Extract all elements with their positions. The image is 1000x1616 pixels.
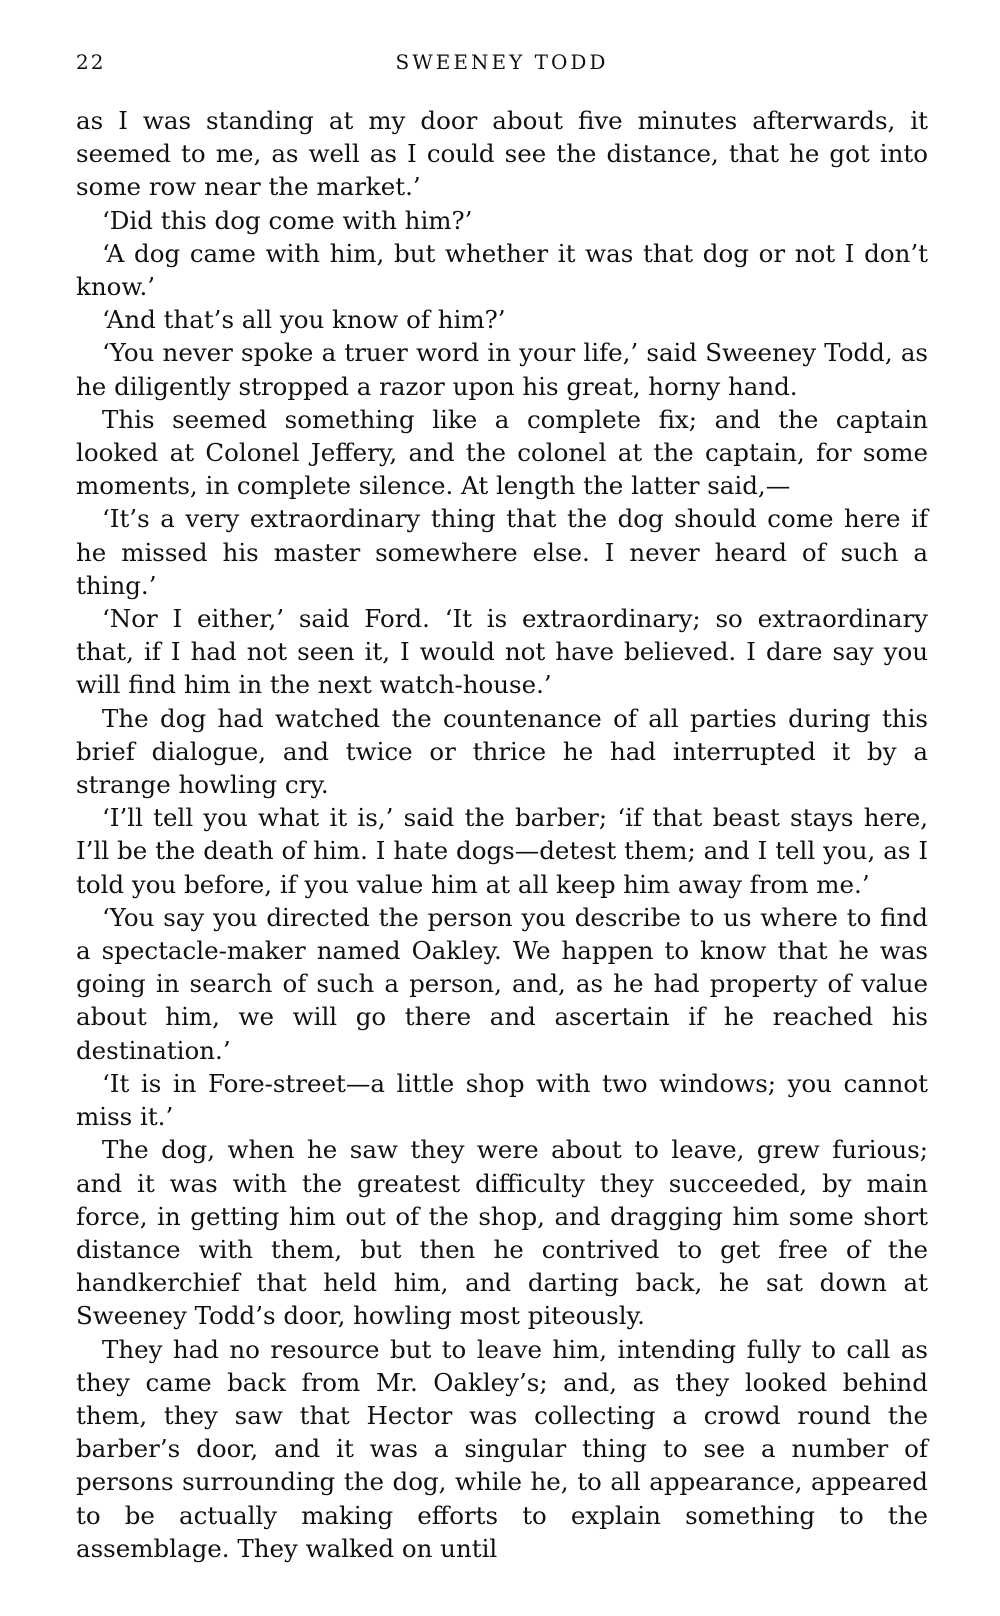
paragraph: The dog had watched the countenance of all parties during this brief dialogue, and twice or thrice he had interrupted it by a strange howling cry. [76, 703, 928, 800]
paragraph: ‘It is in Fore-street—a little shop with two windows; you cannot miss it.’ [76, 1068, 928, 1132]
paragraph: ‘Did this dog come with him?’ [102, 205, 473, 235]
book-page [76, 50, 928, 1565]
paragraph: ‘Nor I either,’ said Ford. ‘It is extraordinary; so extraordinary that, if I had not seen it, I would not have believed. I dare say you will find him in the next watch-house.’ [76, 604, 928, 700]
page-header [76, 50, 928, 90]
paragraph: as I was standing at my door about five minutes afterwards, it seemed to me, as well as I could see the distance, that he got into some row near the market.’ [76, 106, 928, 202]
page-number: 22 [76, 50, 106, 74]
paragraph: ‘You say you directed the person you describe to us where to find a spectacle-maker named Oakley. We happen to know that he was going in search of such a person, and, as he had property of value about him, we will go there and ascertain if he reached his destination.’ [76, 902, 928, 1065]
running-title: SWEENEY TODD [395, 50, 609, 74]
paragraph: ‘It’s a very extraordinary thing that the dog should come here if he missed his master somewhere else. I never heard of such a thing.’ [76, 504, 928, 600]
paragraph: They had no resource but to leave him, intending fully to call as they came back from Mr. Oakley’s; and, as they looked behind them, they saw that Hector was collecting a crowd round the barber’s door, and it was a singular thing to see a number of persons surrounding the dog, while he, to all appearance, appeared to be actually making efforts to explain something to the assemblage. They walked on until [76, 1334, 928, 1563]
paragraph: ‘A dog came with him, but whether it was that dog or not I don’t know.’ [76, 238, 928, 302]
paragraph: The dog, when he saw they were about to leave, grew furious; and it was with the greatest difficulty they succeeded, by main force, in getting him out of the shop, and dragging him some short distance with them, but then he contrived to get free of the handkerchief that held him, and darting back, he sat down at Sweeney Todd’s door, howling most piteously. [76, 1135, 928, 1331]
paragraph: ‘You never spoke a truer word in your life,’ said Sweeney Todd, as he diligently stropped a razor upon his great, horny hand. [76, 338, 928, 401]
paragraph: ‘I’ll tell you what it is,’ said the barber; ‘if that beast stays here, I’ll be the death of him. I hate dogs—detest them; and I tell you, as I told you before, if you value him at all keep him away from me.’ [76, 803, 928, 899]
paragraph: This seemed something like a complete fix; and the captain looked at Colonel Jeffery, and the colonel at the captain, for some moments, in complete silence. At length the latter said,— [76, 404, 928, 501]
paragraph: ‘And that’s all you know of him?’ [102, 305, 506, 335]
body-text [76, 104, 928, 1565]
